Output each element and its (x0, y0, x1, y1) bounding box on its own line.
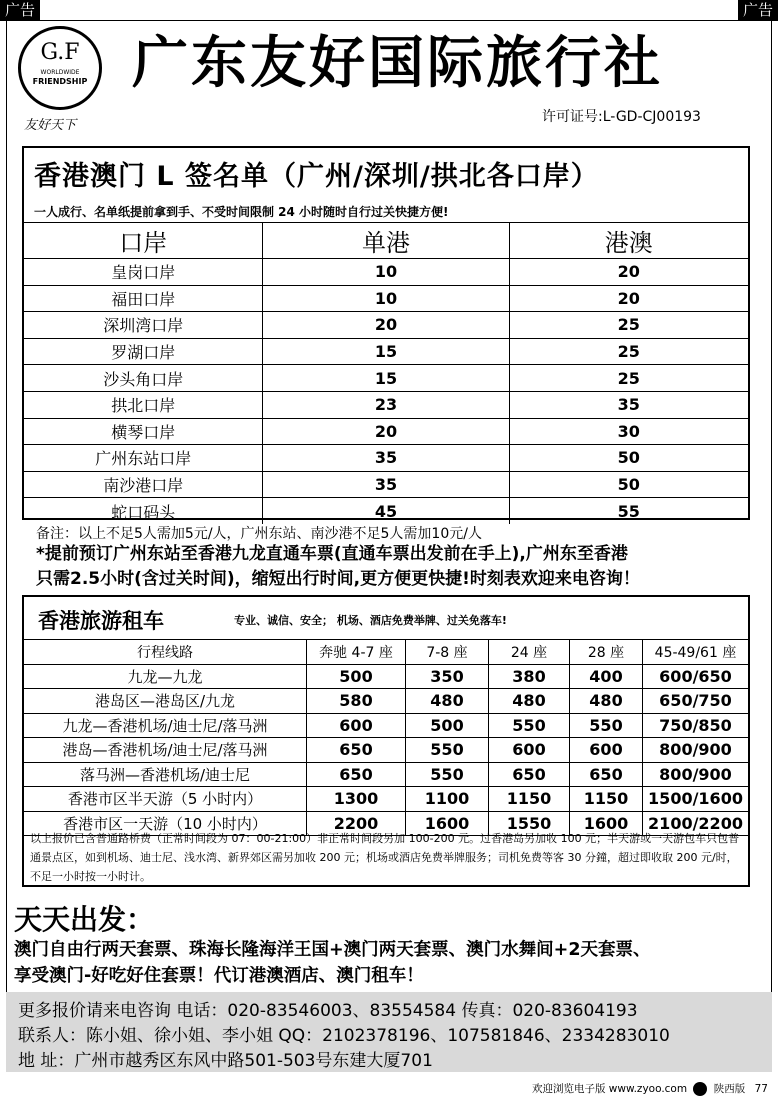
col-header-hk: 单港 (263, 223, 509, 259)
table-row (24, 259, 748, 286)
footer-site: 欢迎浏览电子版 www.zyoo.com (531, 1083, 688, 1095)
col-header-7-8: 7-8 座 (406, 640, 489, 665)
price-cell: 380 (489, 664, 570, 689)
price-cell: 10 (263, 285, 509, 312)
page-number: 77 (754, 1083, 768, 1095)
contact-phone: 更多报价请来电咨询 电话：020-83546003、83554584 传真：020-83604193 (18, 1001, 638, 1021)
price-cell: 50 (509, 471, 748, 498)
table-row (24, 664, 748, 689)
price-cell: 1500/1600 (643, 787, 749, 812)
price-cell: 650/750 (643, 689, 749, 714)
price-cell: 480 (570, 689, 643, 714)
price-cell: 1300 (307, 787, 406, 812)
price-cell: 2100/2200 (643, 811, 749, 836)
table-row (24, 738, 748, 763)
l-visa-section (22, 146, 750, 520)
price-cell: 20 (263, 312, 509, 339)
row-label: 福田口岸 (24, 285, 263, 312)
price-cell: 650 (307, 762, 406, 787)
price-cell: 550 (570, 713, 643, 738)
table-row (24, 787, 748, 812)
table-row (24, 762, 748, 787)
table-row (24, 471, 748, 498)
row-label: 深圳湾口岸 (24, 312, 263, 339)
row-label: 蛇口码头 (24, 498, 263, 524)
footer-edition: 陕西版 (713, 1083, 746, 1095)
price-cell: 600/650 (643, 664, 749, 689)
row-label: 香港市区一天游（10 小时内） (24, 811, 307, 836)
row-label: 九龙—香港机场/迪士尼/落马洲 (24, 713, 307, 738)
row-label: 落马洲—香港机场/迪士尼 (24, 762, 307, 787)
table-row (24, 445, 748, 472)
price-cell: 55 (509, 498, 748, 524)
price-cell: 35 (263, 471, 509, 498)
license-number: 许可证号:L-GD-CJ00193 (542, 109, 701, 125)
brand-title: 广东友好国际旅行社 (132, 30, 663, 96)
table-row (24, 338, 748, 365)
row-label: 港岛区—港岛区/九龙 (24, 689, 307, 714)
table-header-row (24, 223, 748, 259)
logo-caption: 友好天下 (24, 118, 77, 133)
notice-line-1: *提前预订广州东站至香港九龙直通车票(直通车票出发前在手上),广州东至香港 (36, 544, 628, 564)
car-rental-tagline: 专业、诚信、安全； 机场、酒店免费举牌、过关免落车! (234, 614, 507, 627)
table-row (24, 365, 748, 392)
logo-text: G.F (40, 40, 80, 65)
price-cell: 25 (509, 338, 748, 365)
price-cell: 350 (406, 664, 489, 689)
table-row (24, 312, 748, 339)
price-cell: 1100 (406, 787, 489, 812)
row-label: 九龙—九龙 (24, 664, 307, 689)
price-cell: 650 (570, 762, 643, 787)
price-cell: 580 (307, 689, 406, 714)
price-cell: 30 (509, 418, 748, 445)
daily-line-1: 澳门自由行两天套票、珠海长隆海洋王国+澳门两天套票、澳门水舞间+2天套票、 (14, 940, 651, 960)
col-header-45-61: 45-49/61 座 (643, 640, 749, 665)
price-cell: 15 (263, 365, 509, 392)
price-cell: 480 (489, 689, 570, 714)
through-train-notice (36, 542, 640, 592)
table-row (24, 285, 748, 312)
col-header-28: 28 座 (570, 640, 643, 665)
price-cell: 25 (509, 365, 748, 392)
price-cell: 25 (509, 312, 748, 339)
price-cell: 1600 (406, 811, 489, 836)
price-cell: 500 (307, 664, 406, 689)
table-row (24, 498, 748, 524)
col-header-benz: 奔驰 4-7 座 (307, 640, 406, 665)
price-cell: 20 (509, 259, 748, 286)
price-cell: 15 (263, 338, 509, 365)
row-label: 南沙港口岸 (24, 471, 263, 498)
price-cell: 400 (570, 664, 643, 689)
row-label: 皇岗口岸 (24, 259, 263, 286)
table-header-row (24, 640, 748, 665)
ad-tag-right: 广告 (738, 0, 778, 21)
seal-icon (693, 1082, 707, 1096)
table-row (24, 391, 748, 418)
price-cell: 550 (489, 713, 570, 738)
col-header-24: 24 座 (489, 640, 570, 665)
car-rental-note: 以上报价已含普通路桥费（正常时间段为 07：00-21:00）非正常时间段另加 100-200 元。过香港岛另加收 100 元；半天游或一天游包车只包普通景点区，如到机场、迪士尼、浅水湾、新界郊区需另加收 200 元；机场或酒店免费举牌服务；司机免费等客 30 分鐘，超过即收取 200 元/时，不足一小时按一小时计。 (30, 832, 740, 883)
car-rental-section (22, 595, 750, 887)
contact-people: 联系人：陈小姐、徐小姐、李小姐 QQ：2102378196、107581846、2334283010 (18, 1026, 670, 1046)
notice-line-2: 只需2.5小时(含过关时间)，缩短出行时间,更方便更快捷!时刻表欢迎来电咨询！ (36, 569, 640, 589)
price-cell: 600 (489, 738, 570, 763)
l-visa-subtitle: 一人成行、名单纸提前拿到手、不受时间限制 24 小时随时自行过关快捷方便! (34, 205, 449, 219)
l-visa-table (24, 222, 748, 524)
price-cell: 650 (307, 738, 406, 763)
row-label: 香港市区半天游（5 小时内） (24, 787, 307, 812)
car-rental-table (24, 639, 748, 836)
price-cell: 10 (263, 259, 509, 286)
contact-bar (6, 992, 772, 1072)
car-rental-title: 香港旅游租车 (38, 609, 164, 633)
row-label: 广州东站口岸 (24, 445, 263, 472)
table-row (24, 713, 748, 738)
price-cell: 45 (263, 498, 509, 524)
price-cell: 1150 (570, 787, 643, 812)
col-header-hkmo: 港澳 (509, 223, 748, 259)
daily-departure-title: 天天出发： (14, 903, 155, 936)
col-header-port: 口岸 (24, 223, 263, 259)
ad-tag-left: 广告 (0, 0, 40, 21)
l-visa-title: 香港澳门 L 签名单（广州/深圳/拱北各口岸） (34, 161, 599, 192)
price-cell: 750/850 (643, 713, 749, 738)
row-label: 横琴口岸 (24, 418, 263, 445)
price-cell: 35 (263, 445, 509, 472)
logo-friendship: FRIENDSHIP (32, 77, 88, 86)
price-cell: 600 (307, 713, 406, 738)
daily-line-2: 享受澳门-好吃好住套票！代订港澳酒店、澳门租车！ (14, 966, 424, 986)
row-label: 港岛—香港机场/迪士尼/落马洲 (24, 738, 307, 763)
price-cell: 550 (406, 738, 489, 763)
logo (18, 26, 102, 110)
price-cell: 1150 (489, 787, 570, 812)
table-row (24, 689, 748, 714)
price-cell: 50 (509, 445, 748, 472)
price-cell: 20 (509, 285, 748, 312)
contact-address: 地 址：广州市越秀区东风中路501-503号东建大厦701 (18, 1051, 433, 1071)
price-cell: 1550 (489, 811, 570, 836)
price-cell: 600 (570, 738, 643, 763)
price-cell: 650 (489, 762, 570, 787)
l-visa-remark: 备注：以上不足5人需加5元/人，广州东站、南沙港不足5人需加10元/人 (36, 526, 482, 542)
page-footer (532, 1081, 768, 1096)
row-label: 沙头角口岸 (24, 365, 263, 392)
row-label: 拱北口岸 (24, 391, 263, 418)
price-cell: 2200 (307, 811, 406, 836)
price-cell: 550 (406, 762, 489, 787)
price-cell: 480 (406, 689, 489, 714)
price-cell: 1600 (570, 811, 643, 836)
row-label: 罗湖口岸 (24, 338, 263, 365)
price-cell: 800/900 (643, 762, 749, 787)
price-cell: 35 (509, 391, 748, 418)
price-cell: 23 (263, 391, 509, 418)
logo-worldwide: WORLDWIDE (40, 69, 80, 76)
col-header-route: 行程线路 (24, 640, 307, 665)
price-cell: 800/900 (643, 738, 749, 763)
price-cell: 500 (406, 713, 489, 738)
price-cell: 20 (263, 418, 509, 445)
table-row (24, 418, 748, 445)
